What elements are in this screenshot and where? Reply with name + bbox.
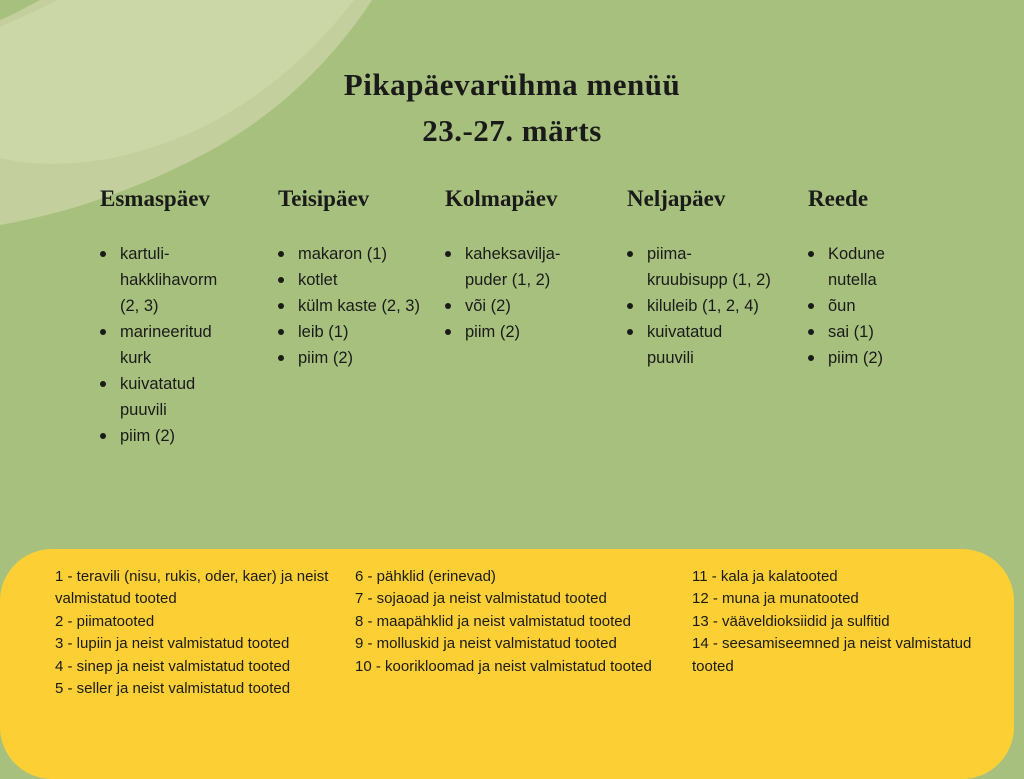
allergen-column-1 xyxy=(55,566,355,700)
day-items-list xyxy=(445,241,627,345)
menu-item-text: piim (2) xyxy=(298,349,354,367)
allergen-legend-panel xyxy=(0,549,1014,779)
menu-item-text: piim (2) xyxy=(828,349,884,367)
menu-item-text: Kodune nutella xyxy=(828,245,885,289)
day-name: Reede xyxy=(808,186,869,211)
allergen-entry: 12 - muna ja munatooted xyxy=(692,590,859,608)
menu-item-text: kuivatatud puuvili xyxy=(647,323,723,367)
bullet-icon xyxy=(445,251,451,257)
day-items-list xyxy=(100,241,278,449)
bullet-icon xyxy=(278,355,284,361)
menu-item xyxy=(808,319,948,345)
allergen-entry: 10 - koorikloomad ja neist valmistatud tooted xyxy=(355,657,652,675)
menu-item-text: piim (2) xyxy=(465,323,521,341)
day-column-monday xyxy=(100,184,278,449)
bullet-icon xyxy=(808,251,814,257)
menu-item xyxy=(278,345,445,371)
menu-item xyxy=(627,319,808,371)
menu-item xyxy=(808,293,948,319)
menu-item-text: kaheksavilja-puder (1, 2) xyxy=(465,245,561,289)
bullet-icon xyxy=(445,329,451,335)
allergen-entry: 14 - seesamiseemned ja neist valmistatud tooted xyxy=(692,635,972,675)
bullet-icon xyxy=(278,329,284,335)
menu-item xyxy=(808,345,948,371)
allergen-entry: 4 - sinep ja neist valmistatud tooted xyxy=(55,657,291,675)
day-items-list xyxy=(278,241,445,371)
weekly-menu xyxy=(100,184,948,449)
page-title: Pikapäevarühma menüü xyxy=(343,67,681,102)
menu-item-text: piima-kruubisupp (1, 2) xyxy=(647,245,771,289)
menu-item-text: marineeritud kurk xyxy=(120,323,212,367)
menu-item xyxy=(808,241,948,293)
day-name: Kolmapäev xyxy=(445,186,558,211)
menu-item xyxy=(278,267,445,293)
menu-item xyxy=(278,293,445,319)
bullet-icon xyxy=(278,277,284,283)
menu-item xyxy=(100,319,278,371)
allergen-column-2 xyxy=(355,566,692,700)
menu-item xyxy=(627,293,808,319)
allergen-entry: 13 - vääveldioksiidid ja sulfitid xyxy=(692,612,890,630)
allergen-entry: 8 - maapähklid ja neist valmistatud tooted xyxy=(355,612,631,630)
day-column-tuesday xyxy=(278,184,445,449)
menu-item-text: makaron (1) xyxy=(298,245,387,263)
day-name: Teisipäev xyxy=(278,186,370,211)
bullet-icon xyxy=(278,251,284,257)
menu-item xyxy=(445,293,627,319)
menu-item-text: õun xyxy=(828,297,856,315)
menu-item-text: kuivatatud puuvili xyxy=(120,375,196,419)
bullet-icon xyxy=(445,303,451,309)
bullet-icon xyxy=(100,433,106,439)
menu-item-text: leib (1) xyxy=(298,323,349,341)
bullet-icon xyxy=(627,329,633,335)
allergen-legend-grid xyxy=(0,549,1014,700)
menu-item-text: külm kaste (2, 3) xyxy=(298,297,420,315)
bullet-icon xyxy=(627,303,633,309)
day-name: Neljapäev xyxy=(627,186,726,211)
day-items-list xyxy=(808,241,948,371)
menu-item-text: kotlet xyxy=(298,271,338,289)
allergen-column-3 xyxy=(692,566,1022,700)
menu-item-text: kartuli-hakklihavorm (2, 3) xyxy=(120,245,218,315)
bullet-icon xyxy=(278,303,284,309)
day-items-list xyxy=(627,241,808,371)
page-subtitle-date: 23.-27. märts xyxy=(422,113,602,148)
allergen-entry: 5 - seller ja neist valmistatud tooted xyxy=(55,680,291,698)
allergen-entry: 1 - teravili (nisu, rukis, oder, kaer) ja neist valmistatud tooted xyxy=(55,568,329,608)
menu-item-text: sai (1) xyxy=(828,323,874,341)
allergen-entry: 11 - kala ja kalatooted xyxy=(692,568,838,585)
allergen-entry: 2 - piimatooted xyxy=(55,612,155,630)
bullet-icon xyxy=(100,381,106,387)
menu-item xyxy=(627,241,808,293)
menu-item xyxy=(278,241,445,267)
menu-item xyxy=(100,423,278,449)
title-block xyxy=(0,62,1024,154)
bullet-icon xyxy=(808,355,814,361)
allergen-entry: 6 - pähklid (erinevad) xyxy=(355,568,496,585)
menu-item xyxy=(100,241,278,319)
menu-item-text: või (2) xyxy=(465,297,511,315)
menu-item-text: piim (2) xyxy=(120,427,176,445)
menu-item xyxy=(100,371,278,423)
menu-item xyxy=(278,319,445,345)
day-column-wednesday xyxy=(445,184,627,449)
allergen-entry: 9 - molluskid ja neist valmistatud tooted xyxy=(355,635,617,653)
allergen-entry: 3 - lupiin ja neist valmistatud tooted xyxy=(55,635,290,653)
bullet-icon xyxy=(100,251,106,257)
day-column-thursday xyxy=(627,184,808,449)
day-name: Esmaspäev xyxy=(100,186,210,211)
allergen-entry: 7 - sojaoad ja neist valmistatud tooted xyxy=(355,590,607,608)
menu-item-text: kiluleib (1, 2, 4) xyxy=(647,297,759,315)
bullet-icon xyxy=(627,251,633,257)
bullet-icon xyxy=(100,329,106,335)
day-column-friday xyxy=(808,184,948,449)
menu-item xyxy=(445,241,627,293)
bullet-icon xyxy=(808,303,814,309)
bullet-icon xyxy=(808,329,814,335)
menu-item xyxy=(445,319,627,345)
